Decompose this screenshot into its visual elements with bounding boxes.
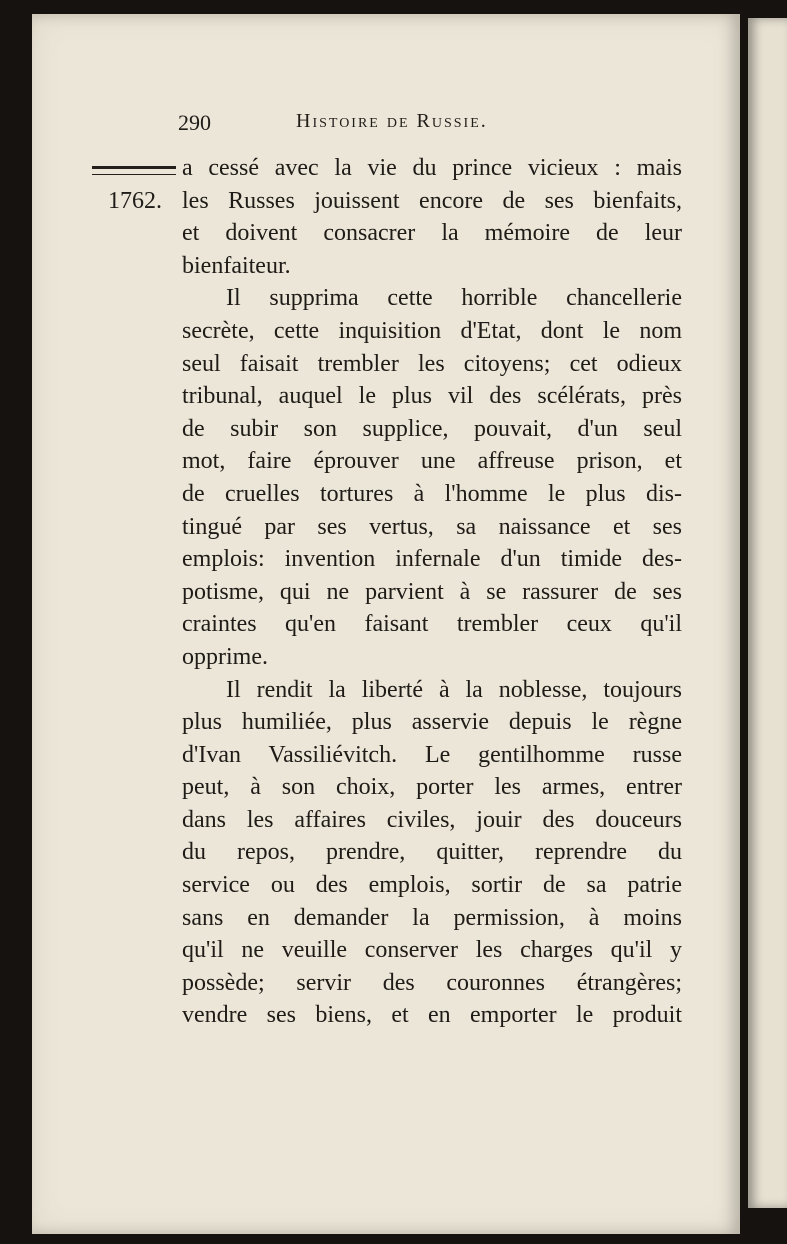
text-line: seul faisait trembler les citoyens; cet odieux xyxy=(182,350,682,377)
text-line: qu'il ne veuille conserver les charges qu'il y xyxy=(182,937,682,964)
page-number: 290 xyxy=(178,110,211,135)
text-line: craintes qu'en faisant trembler ceux qu'il xyxy=(182,611,682,638)
page-header xyxy=(0,110,787,140)
text-line: tingué par ses vertus, sa naissance et ses xyxy=(182,513,682,540)
text-line: tribunal, auquel le plus vil des scélérats, près xyxy=(182,383,682,410)
text-line: sans en demander la permission, à moins xyxy=(182,904,682,931)
text-line: possède; servir des couronnes étrangères; xyxy=(182,969,682,996)
text-line: mot, faire éprouver une affreuse prison, et xyxy=(182,448,682,475)
text-line: peut, à son choix, porter les armes, entrer xyxy=(182,774,682,801)
text-line: potisme, qui ne parvient à se rassurer de ses xyxy=(182,578,682,605)
text-line: du repos, prendre, quitter, reprendre du xyxy=(182,839,682,866)
text-line: Il rendit la liberté à la noblesse, toujours xyxy=(226,676,682,703)
running-title: Histoire de Russie. xyxy=(296,110,488,132)
text-line: service ou des emplois, sortir de sa patrie xyxy=(182,872,682,899)
text-line: d'Ivan Vassiliévitch. Le gentilhomme russe xyxy=(182,741,682,768)
text-line: plus humiliée, plus asservie depuis le règne xyxy=(182,709,682,736)
text-line: de cruelles tortures à l'homme le plus dis- xyxy=(182,480,682,507)
text-line: bienfaiteur. xyxy=(182,252,291,279)
text-line: dans les affaires civiles, jouir des douceurs xyxy=(182,806,682,833)
facing-page-edge xyxy=(748,18,787,1208)
text-line: de subir son supplice, pouvait, d'un seul xyxy=(182,415,682,442)
margin-year: 1762. xyxy=(108,188,162,214)
text-line: opprime. xyxy=(182,643,268,670)
text-line: vendre ses biens, et en emporter le produit xyxy=(182,1002,682,1029)
text-line: et doivent consacrer la mémoire de leur xyxy=(182,220,682,247)
text-line: secrète, cette inquisition d'Etat, dont le nom xyxy=(182,317,682,344)
text-line: a cessé avec la vie du prince vicieux : mais xyxy=(182,155,682,181)
text-line: emplois: invention infernale d'un timide des- xyxy=(182,546,682,573)
margin-rule xyxy=(92,166,176,175)
text-line: les Russes jouissent encore de ses bienfaits, xyxy=(182,187,682,214)
text-line: Il supprima cette horrible chancellerie xyxy=(226,285,682,312)
body-text xyxy=(182,152,682,1032)
